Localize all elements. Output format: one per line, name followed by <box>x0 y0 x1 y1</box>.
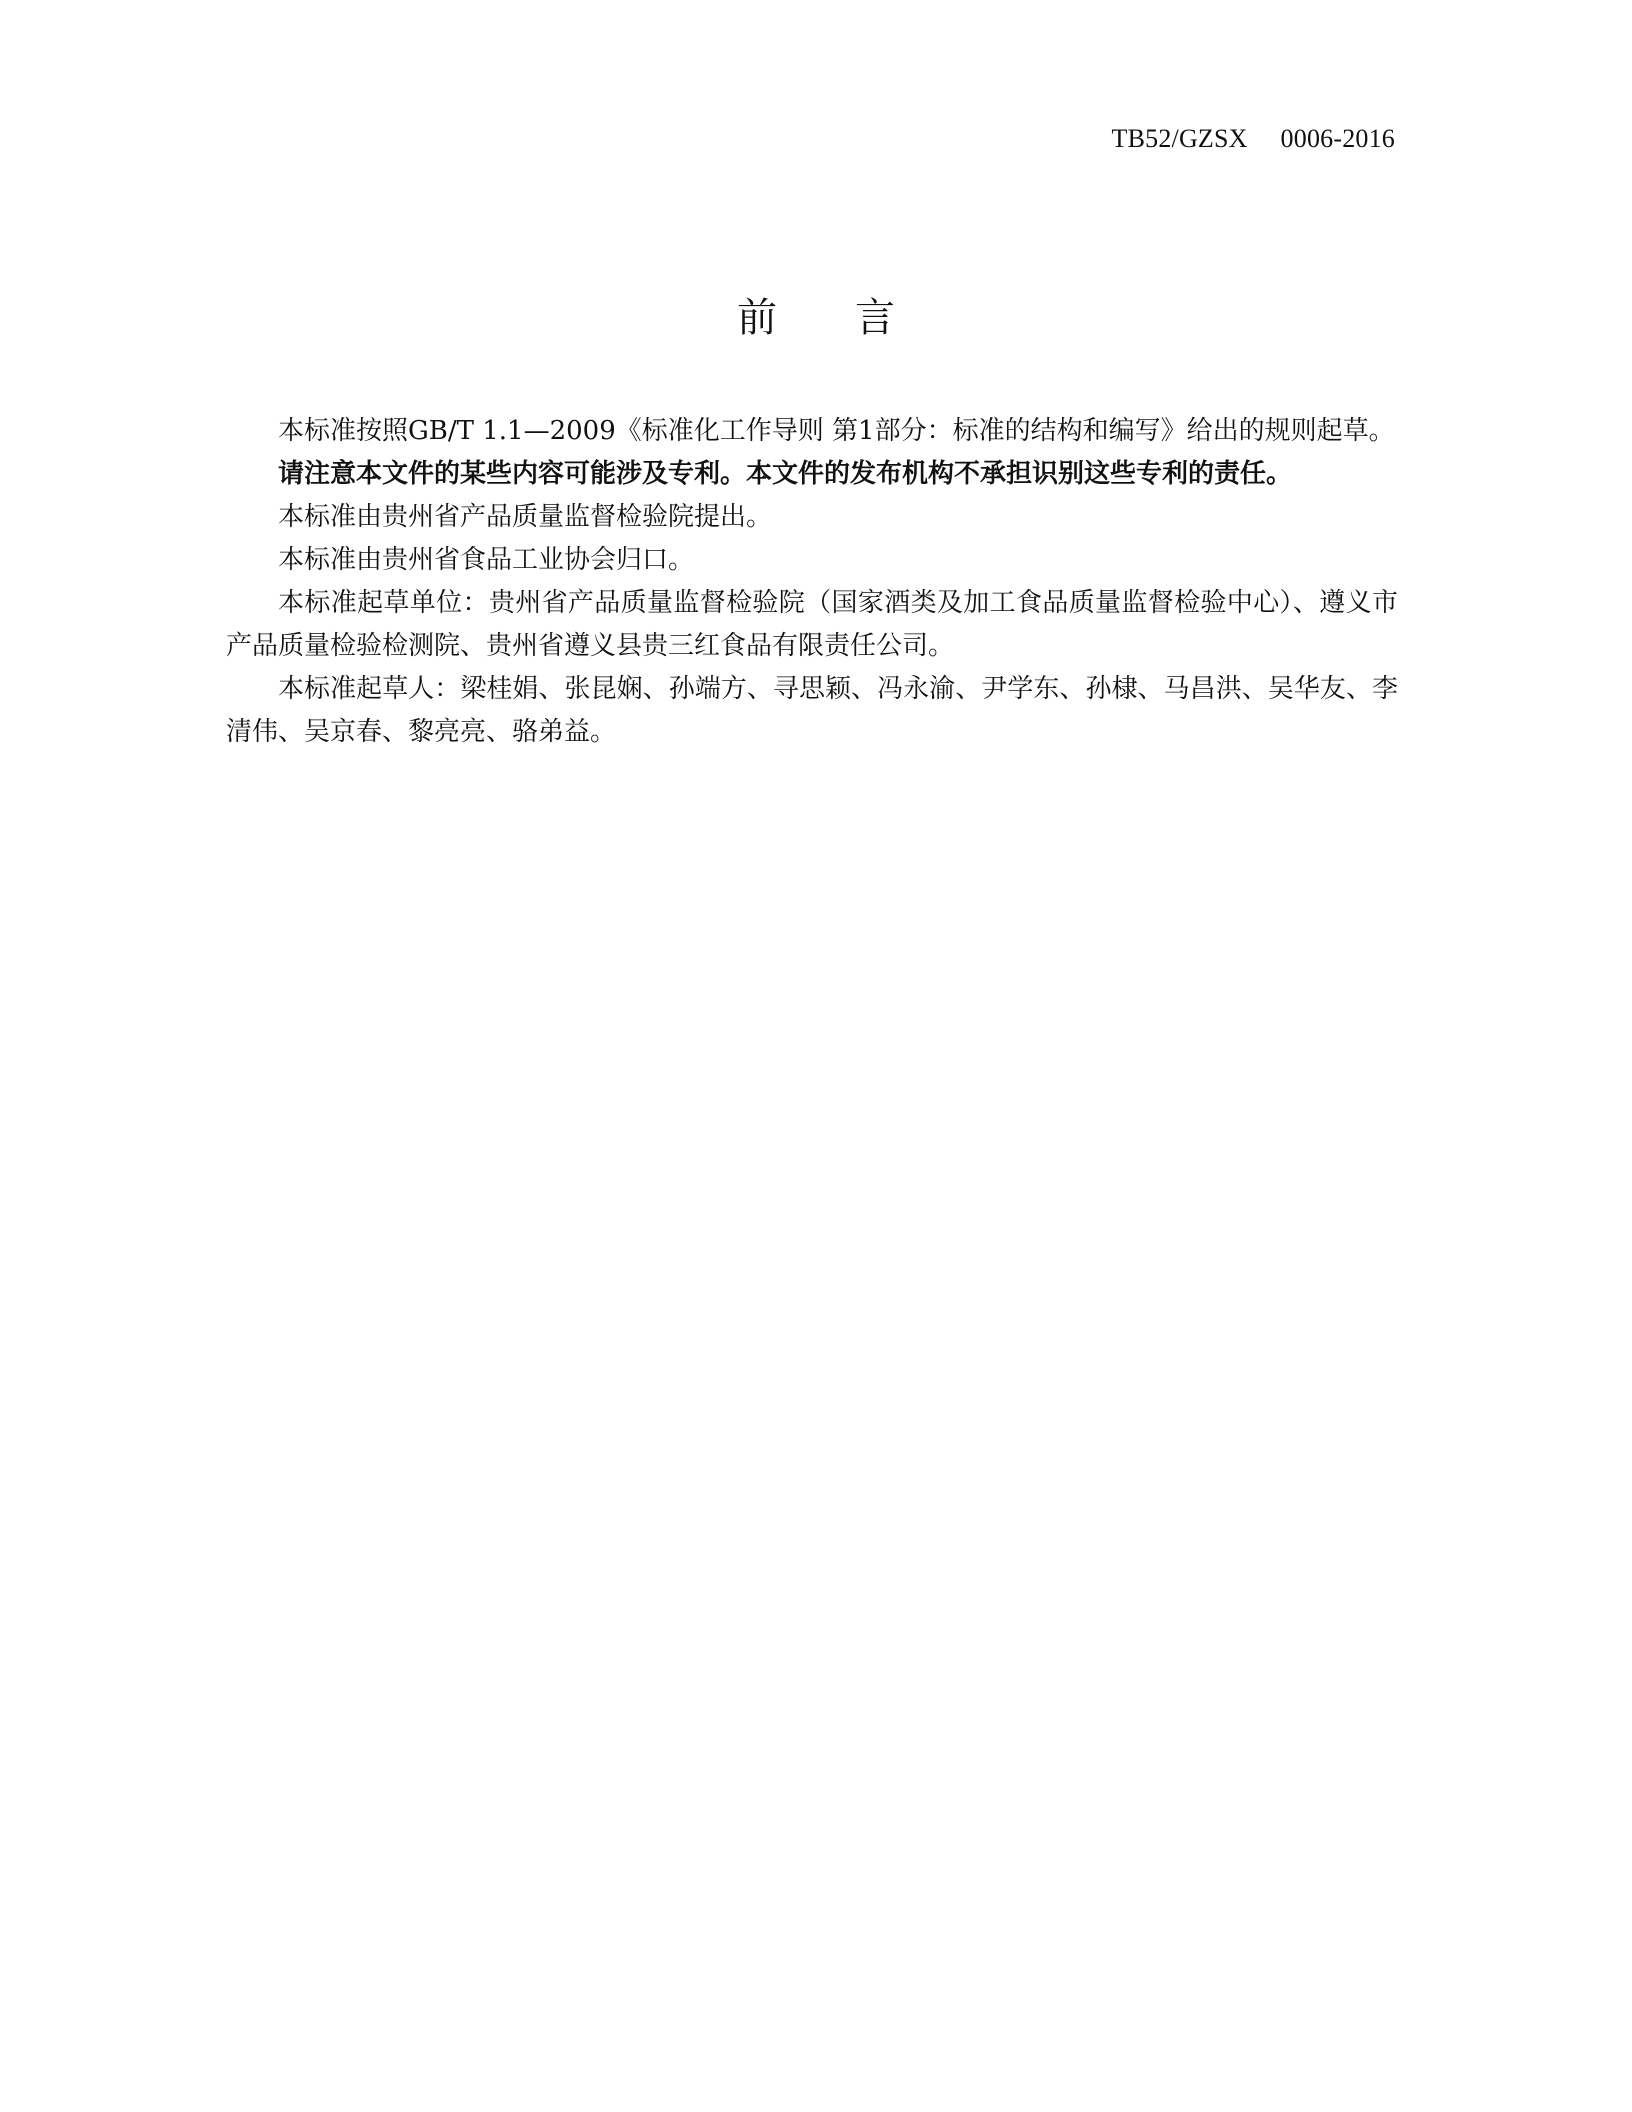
document-code: TB52/GZSX 0006-2016 <box>1111 124 1395 153</box>
paragraph-centralized-unit: 本标准由贵州省食品工业协会归口。 <box>278 545 695 575</box>
paragraph-drafting-rules: 本标准按照GB/T 1.1—2009《标准化工作导则 第1部分：标准的结构和编写》给出的规则起草。 <box>278 416 1395 446</box>
paragraph-drafters: 本标准起草人：梁桂娟、张昆娴、孙端方、寻思颖、冯永渝、尹学东、孙棣、马昌洪、吴华友、李清伟、吴京春、黎亮亮、骆弟益。 <box>226 674 1398 747</box>
paragraph-proposer: 本标准由贵州省产品质量监督检验院提出。 <box>278 502 773 532</box>
paragraph-drafting-units: 本标准起草单位：贵州省产品质量监督检验院（国家酒类及加工食品质量监督检验中心）、遵义市产品质量检验检测院、贵州省遵义县贵三红食品有限责任公司。 <box>226 588 1398 661</box>
page-title: 前言 <box>737 295 973 341</box>
foreword-body <box>226 410 1398 754</box>
paragraph-patent-notice: 请注意本文件的某些内容可能涉及专利。本文件的发布机构不承担识别这些专利的责任。 <box>278 459 1293 489</box>
